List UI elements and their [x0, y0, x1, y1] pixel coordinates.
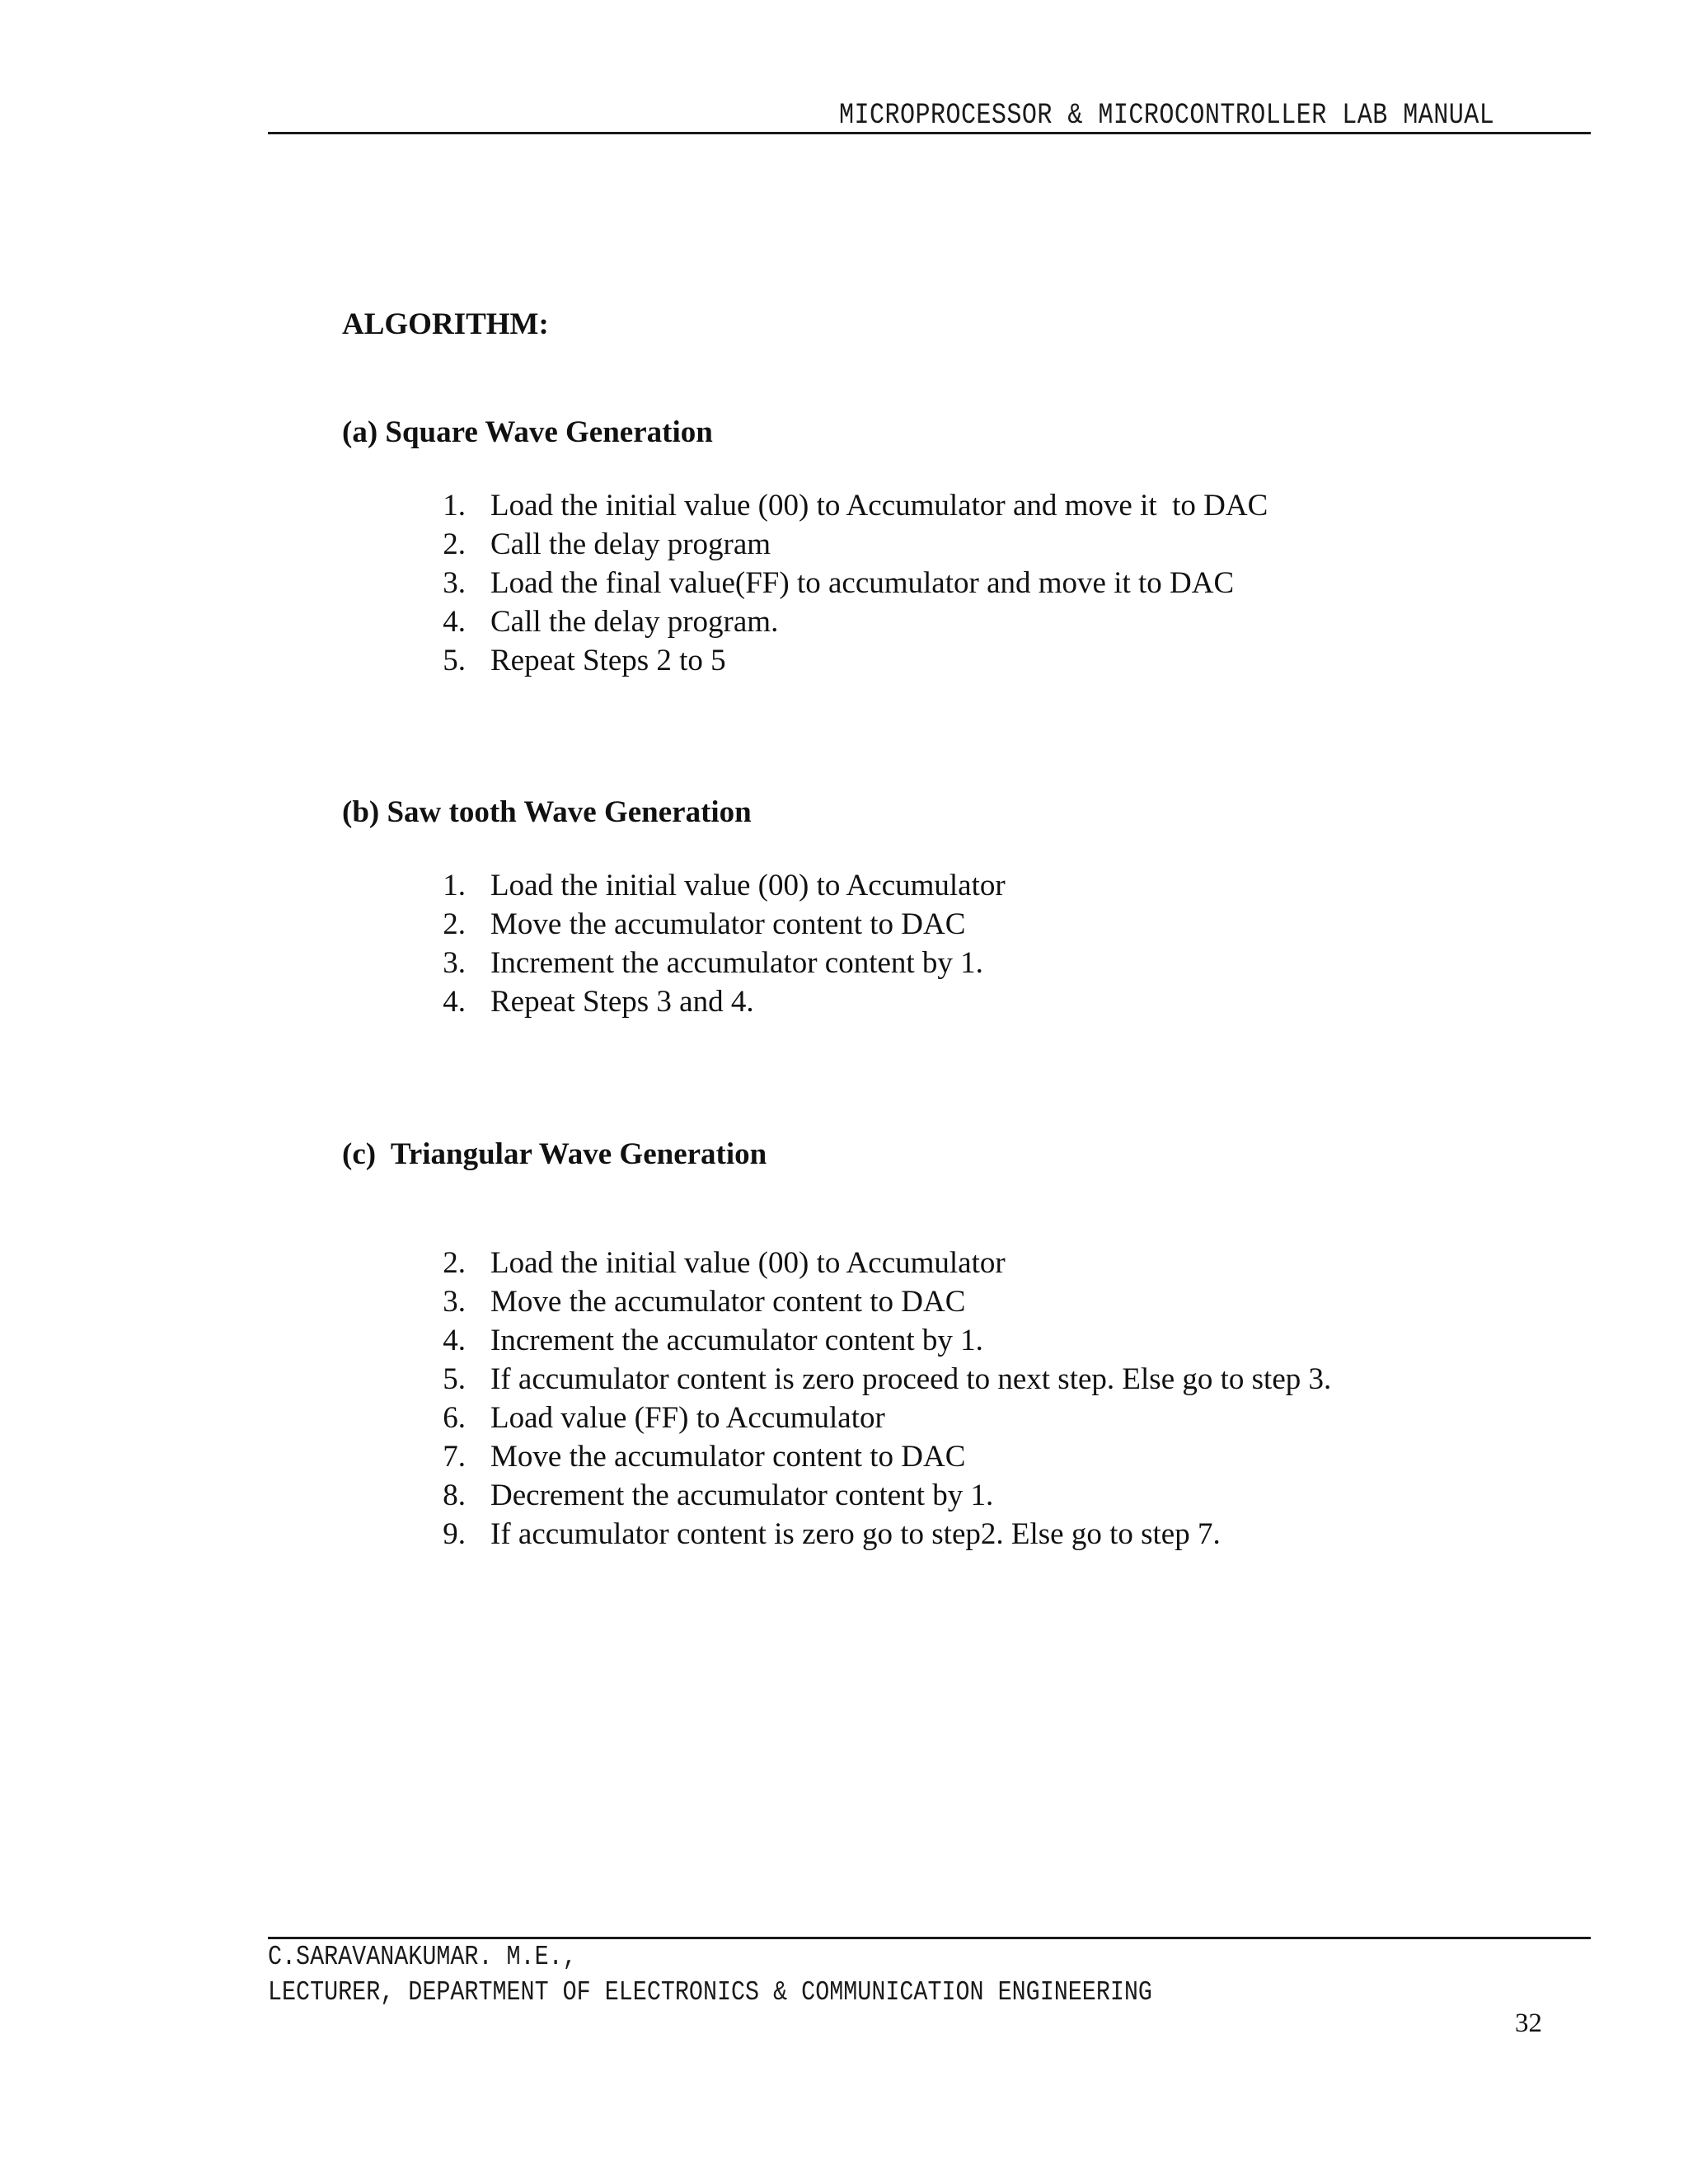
step-text: Load the initial value (00) to Accumulator and move it to DAC	[490, 489, 1268, 523]
list-item	[433, 1399, 1331, 1437]
step-text: Move the accumulator content to DAC	[490, 1440, 966, 1474]
section-heading-square-wave: (a) Square Wave Generation	[342, 415, 713, 449]
step-text: Decrement the accumulator content by 1.	[490, 1479, 994, 1512]
list-item	[433, 1437, 1331, 1476]
list-item	[433, 564, 1268, 602]
list-item	[433, 866, 1006, 905]
step-number: 3.	[443, 946, 466, 980]
list-item	[433, 1476, 1331, 1515]
step-number: 7.	[443, 1440, 466, 1474]
step-number: 3.	[443, 1285, 466, 1319]
step-number: 3.	[443, 566, 466, 600]
section-heading-saw-tooth-wave: (b) Saw tooth Wave Generation	[342, 795, 752, 829]
step-number: 4.	[443, 1324, 466, 1357]
step-number: 6.	[443, 1401, 466, 1435]
list-item	[433, 1321, 1331, 1360]
step-number: 4.	[443, 605, 466, 639]
square-wave-steps	[433, 486, 1268, 680]
footer-position: LECTURER, DEPARTMENT OF ELECTRONICS & COMMUNICATION ENGINEERING	[268, 1977, 1152, 2008]
list-item	[433, 1360, 1331, 1399]
step-number: 2.	[443, 907, 466, 941]
page-number: 32	[1515, 2008, 1542, 2038]
header-rule	[268, 132, 1591, 134]
list-item	[433, 982, 1006, 1021]
step-text: Load value (FF) to Accumulator	[490, 1401, 885, 1435]
list-item	[433, 1515, 1331, 1554]
step-number: 2.	[443, 527, 466, 561]
step-number: 5.	[443, 644, 466, 677]
list-item	[433, 525, 1268, 564]
step-text: If accumulator content is zero go to step2. Else go to step 7.	[490, 1517, 1221, 1551]
list-item	[433, 641, 1268, 680]
step-number: 8.	[443, 1479, 466, 1512]
step-number: 2.	[443, 1246, 466, 1280]
step-text: Increment the accumulator content by 1.	[490, 1324, 983, 1357]
step-text: Move the accumulator content to DAC	[490, 1285, 966, 1319]
step-text: Call the delay program	[490, 527, 771, 561]
list-item	[433, 602, 1268, 641]
list-item	[433, 905, 1006, 944]
step-text: If accumulator content is zero proceed to next step. Else go to step 3.	[490, 1362, 1332, 1396]
list-item	[433, 1244, 1331, 1282]
step-text: Load the initial value (00) to Accumulator	[490, 1246, 1006, 1280]
list-item	[433, 1282, 1331, 1321]
footer-author: C.SARAVANAKUMAR. M.E.,	[268, 1942, 577, 1972]
step-number: 5.	[443, 1362, 466, 1396]
step-text: Load the initial value (00) to Accumulator	[490, 869, 1006, 902]
list-item	[433, 944, 1006, 982]
step-number: 4.	[443, 985, 466, 1019]
step-text: Move the accumulator content to DAC	[490, 907, 966, 941]
saw-tooth-wave-steps	[433, 866, 1006, 1021]
step-text: Repeat Steps 2 to 5	[490, 644, 726, 677]
step-number: 1.	[443, 869, 466, 902]
page-header-title: MICROPROCESSOR & MICROCONTROLLER LAB MANUAL	[839, 99, 1495, 132]
step-text: Repeat Steps 3 and 4.	[490, 985, 754, 1019]
list-item	[433, 486, 1268, 525]
step-text: Increment the accumulator content by 1.	[490, 946, 983, 980]
step-number: 9.	[443, 1517, 466, 1551]
section-heading-triangular-wave: (c) Triangular Wave Generation	[342, 1137, 767, 1171]
step-text: Load the final value(FF) to accumulator and move it to DAC	[490, 566, 1235, 600]
footer-rule	[268, 1937, 1591, 1939]
step-text: Call the delay program.	[490, 605, 779, 639]
triangular-wave-steps	[433, 1244, 1331, 1554]
step-number: 1.	[443, 489, 466, 523]
algorithm-heading: ALGORITHM:	[342, 307, 549, 341]
